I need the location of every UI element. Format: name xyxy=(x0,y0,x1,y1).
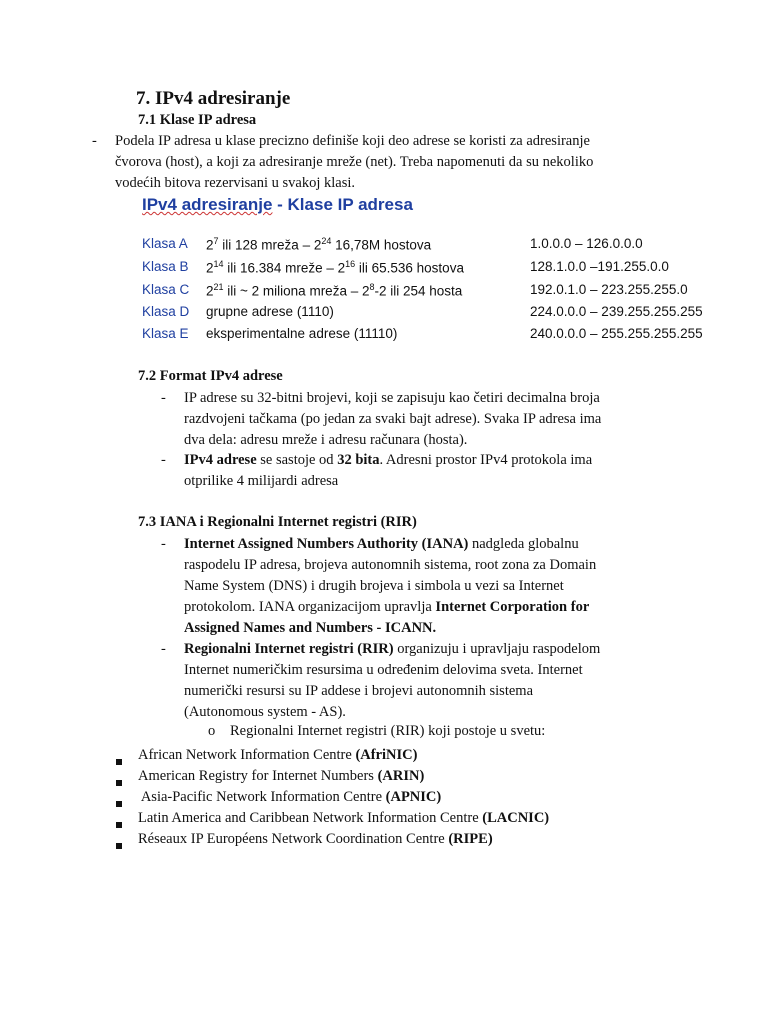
description-text: eksperimentalne adrese (11110) xyxy=(206,326,398,341)
slide-title-main: IPv4 adresiranje xyxy=(142,195,273,214)
text: protokolom. IANA organizacijom upravlja xyxy=(184,599,436,615)
paragraph-line: čvorova (host), a koji za adresiranje mreže (net). Treba napomenuti da su nekoliko xyxy=(115,154,594,170)
description-text: ili ~ 2 miliona mreža – 2 xyxy=(223,283,370,299)
ip-class-slide xyxy=(130,192,740,352)
bullet-dash: - xyxy=(161,452,166,468)
registry-name: Asia-Pacific Network Information Centre xyxy=(138,789,386,805)
class-label: Klasa D xyxy=(142,304,190,319)
address-range: 240.0.0.0 – 255.255.255.255 xyxy=(530,326,703,341)
address-range: 1.0.0.0 – 126.0.0.0 xyxy=(530,236,643,251)
sub-bullet-mark: o xyxy=(208,723,216,739)
square-bullet-icon xyxy=(116,773,122,791)
registry-abbr: (ARIN) xyxy=(377,768,425,784)
paragraph-line: Podela IP adresa u klase precizno definiše koji deo adrese se koristi za adresiranje xyxy=(115,133,590,149)
slide-title-sub: - Klase IP adresa xyxy=(272,195,413,214)
registry-abbr: (AfriNIC) xyxy=(355,747,418,763)
iana-item xyxy=(184,534,596,639)
registry-item xyxy=(138,829,493,850)
paragraph-line: (Autonomous system - AS). xyxy=(184,704,346,720)
bold-text: Assigned Names and Numbers - ICANN. xyxy=(184,620,437,636)
bold-text: Internet Assigned Numbers Authority (IANA) xyxy=(184,536,469,552)
text: . Adresni prostor IPv4 protokola ima xyxy=(379,452,593,468)
class-label: Klasa E xyxy=(142,326,189,341)
bullet-dash: - xyxy=(92,133,97,149)
registry-item xyxy=(138,745,417,766)
class-label: Klasa B xyxy=(142,259,189,274)
bullet-dash: - xyxy=(161,641,166,657)
text: organizuju i upravljaju raspodelom xyxy=(393,641,601,657)
exponent: 14 xyxy=(213,259,224,269)
section-title-7-3: 7.3 IANA i Regionalni Internet registri (RIR) xyxy=(138,514,417,530)
exponent: 16 xyxy=(345,259,356,269)
paragraph-line: razdvojeni tačkama (po jedan za svaki bajt adrese). Svaka IP adresa ima xyxy=(184,411,602,427)
section-title-7-2: 7.2 Format IPv4 adrese xyxy=(138,368,283,384)
exponent: 21 xyxy=(213,282,224,292)
class-description xyxy=(206,282,462,299)
registry-item xyxy=(138,766,424,787)
page-heading: 7. IPv4 adresiranje xyxy=(136,88,291,109)
sub-bullet-text: Regionalni Internet registri (RIR) koji postoje u svetu: xyxy=(230,723,546,739)
description-text: ili 128 mreža – 2 xyxy=(218,237,322,253)
address-range: 128.1.0.0 –191.255.0.0 xyxy=(530,259,669,274)
square-bullet-icon xyxy=(116,752,122,770)
paragraph-line: dva dela: adresu mreže i adresu računara (hosta). xyxy=(184,432,468,448)
registry-item xyxy=(138,787,441,808)
paragraph-line: Name System (DNS) i drugih brojeva i simbola u vezi sa Internet xyxy=(184,578,564,594)
paragraph-line: Internet numeričkim resursima u određenim delovima sveta. Internet xyxy=(184,662,583,678)
section-title-7-1: 7.1 Klase IP adresa xyxy=(138,112,257,128)
registry-name: Réseaux IP Européens Network Coordination Centre xyxy=(138,831,449,847)
registry-abbr: (RIPE) xyxy=(448,831,493,847)
square-bullet-icon xyxy=(116,815,122,833)
registry-abbr: (APNIC) xyxy=(385,789,442,805)
rir-item xyxy=(184,639,600,723)
exponent: 7 xyxy=(213,236,219,246)
description-text: grupne adrese (1110) xyxy=(206,304,334,319)
bold-text: 32 bita xyxy=(337,452,380,468)
format-item-1 xyxy=(184,388,601,451)
description-text: -2 ili 254 hosta xyxy=(374,283,463,299)
registry-name: Latin America and Caribbean Network Information Centre xyxy=(138,810,483,826)
square-bullet-icon xyxy=(116,836,122,854)
address-range: 192.0.1.0 – 223.255.255.0 xyxy=(530,282,688,297)
description-text: 2 xyxy=(206,260,214,276)
text: nadgleda globalnu xyxy=(468,536,579,552)
description-text: 2 xyxy=(206,237,214,253)
paragraph-line: IP adrese su 32-bitni brojevi, koji se zapisuju kao četiri decimalna broja xyxy=(184,390,600,406)
description-text: 2 xyxy=(206,283,214,299)
paragraph-7-1 xyxy=(115,131,593,194)
bold-text: IPv4 adrese xyxy=(184,452,257,468)
square-bullet-icon xyxy=(116,794,122,812)
class-description xyxy=(206,259,464,276)
exponent: 8 xyxy=(369,282,375,292)
class-description xyxy=(206,304,334,319)
paragraph-line: vodećih bitova rezervisani u svakoj klasi. xyxy=(115,175,355,191)
bullet-dash: - xyxy=(161,536,166,552)
format-item-2 xyxy=(184,450,592,492)
paragraph-line: numerički resursi su IP addese i brojevi autonomnih sistema xyxy=(184,683,534,699)
registry-abbr: (LACNIC) xyxy=(482,810,550,826)
description-text: ili 65.536 hostova xyxy=(355,260,464,276)
registry-name: African Network Information Centre xyxy=(138,747,356,763)
registry-item xyxy=(138,808,549,829)
address-range: 224.0.0.0 – 239.255.255.255 xyxy=(530,304,703,319)
description-text: 16,78M hostova xyxy=(331,237,432,253)
class-label: Klasa A xyxy=(142,236,188,251)
class-description xyxy=(206,326,397,341)
bullet-dash: - xyxy=(161,390,166,406)
class-label: Klasa C xyxy=(142,282,190,297)
slide-title xyxy=(142,195,413,215)
bold-text: Internet Corporation for xyxy=(435,599,590,615)
exponent: 24 xyxy=(321,236,332,246)
text: se sastoje od xyxy=(256,452,338,468)
class-description xyxy=(206,236,431,253)
paragraph-line: raspodelu IP adresa, brojeva autonomnih sistema, root zona za Domain xyxy=(184,557,597,573)
paragraph-line: otprilike 4 milijardi adresa xyxy=(184,473,339,489)
registry-name: American Registry for Internet Numbers xyxy=(138,768,378,784)
bold-text: Regionalni Internet registri (RIR) xyxy=(184,641,394,657)
description-text: ili 16.384 mreže – 2 xyxy=(223,260,346,276)
